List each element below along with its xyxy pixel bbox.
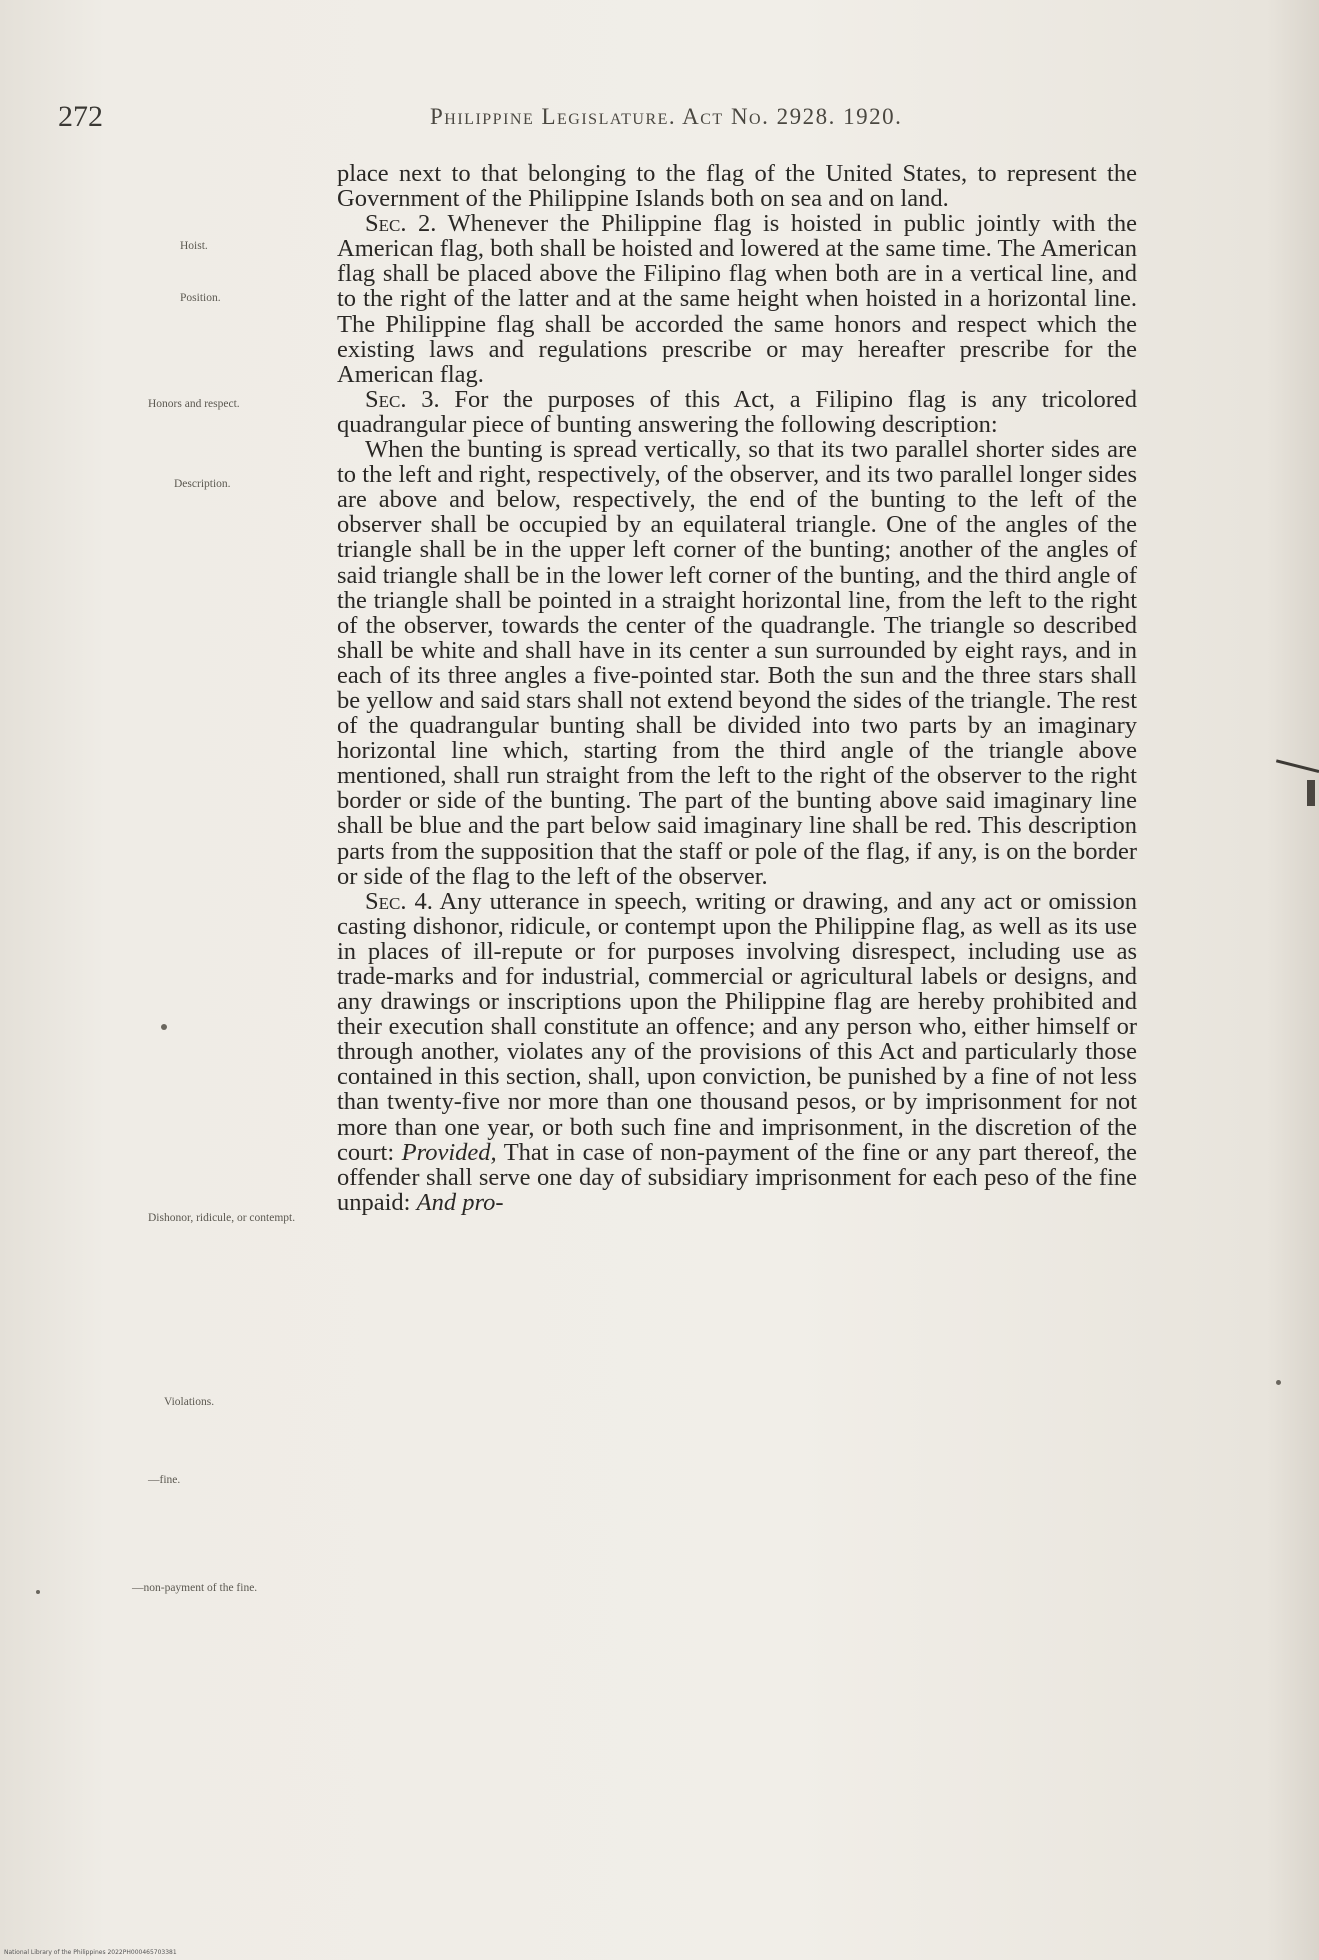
page-number: 272 [58, 100, 103, 133]
section-text-continued: That in case of non-payment of the fine or any part thereof, the offender shall serve one day of subsidiary imprisonment for each peso of the fine unpaid: [337, 1138, 1137, 1216]
margin-mark [1276, 1380, 1281, 1385]
section-label: Sec. 2. [365, 210, 437, 238]
section-3 [337, 387, 1137, 437]
section-2 [337, 211, 1137, 387]
section-label: Sec. 4. [365, 887, 433, 915]
section-label: Sec. 3. [365, 385, 440, 413]
section-4 [337, 889, 1137, 1215]
running-head-title: Philippine Legislature. Act No. 2928. 1920. [430, 104, 903, 129]
page-edge-mark [1307, 780, 1315, 806]
flag-description-paragraph: When the bunting is spread vertically, so that its two parallel shorter sides are to the left and right, respectively, of the observer, and its two parallel longer sides are above and below, respectively, the end of the bunting to the left of the observer shall be occupied by an equilateral triangle. One of the angles of the triangle shall be in the upper left corner of the bunting; another of the angles of said triangle shall be in the lower left corner of the bunting, and the third angle of the triangle shall be pointed in a straight horizontal line, from the left to the right of the observer, towards the center of the quadrangle. The triangle so described shall be white and shall have in its center a sun surrounded by eight rays, and in each of its three angles a five-pointed star. Both the sun and the three stars shall be yellow and said stars shall not extend beyond the sides of the triangle. The rest of the quadrangular bunting shall be divided into two parts by an imaginary horizontal line which, starting from the third angle of the triangle above mentioned, shall run straight from the left to the right of the observer to the right border or side of the bunting. The part of the bunting above said imaginary line shall be blue and the part below said imaginary line shall be red. This description parts from the supposition that the staff or pole of the flag, if any, is on the border or side of the flag to the left of the observer. [337, 436, 1137, 890]
section-text: Whenever the Philippine flag is hoisted in public jointly with the American flag, both shall be hoisted and lowered at the same time. The American flag shall be placed above the Filipino flag when both are in a vertical line, and to the right of the latter and at the same height when hoisted in a horizontal line. The Philippine flag shall be accorded the same honors and respect which the existing laws and regulations prescribe or may hereafter prescribe for the American flag. [337, 210, 1137, 388]
section-text: For the purposes of this Act, a Filipino flag is any tricolored quadrangular piece of bunting answering the following description: [337, 385, 1137, 438]
marginal-note-violations: Violations. [164, 1396, 215, 1408]
archive-stamp: National Library of the Philippines 2022PH000465703381 [4, 1949, 177, 1956]
section-text: Any utterance in speech, writing or drawing, and any act or omission casting dishonor, ridicule, or contempt upon the Philippine flag, as well as its use in places of ill-repute or for purposes involving disrespect, including use as trade-marks and for industrial, commercial or agricultural labels or designs, and any drawings or inscriptions upon the Philippine flag are hereby prohibited and their execution shall constitute an offence; and any person who, either himself or through another, violates any of the provisions of this Act and particularly those contained in this section, shall, upon conviction, be punished by a fine of not less than twenty-five nor more than one thousand pesos, or by imprisonment for not more than one year, or both such fine and imprisonment, in the discretion of the court: [337, 887, 1137, 1166]
continued-paragraph: place next to that belonging to the flag of the United States, to represent the Government of the Philippine Islands both on sea and on land. [337, 160, 1137, 213]
statute-body [337, 161, 1137, 1215]
and-provided-italic: And pro- [416, 1188, 504, 1216]
running-head [58, 100, 1118, 140]
marginal-note-fine: —fine. [148, 1474, 181, 1486]
marginal-note-hoist: Hoist. [180, 240, 208, 252]
page-edge-mark [1276, 759, 1319, 773]
marginal-note-position: Position. [180, 292, 221, 304]
marginal-note-nonpayment: —non-payment of the fine. [132, 1582, 258, 1594]
marginal-note-dishonor: Dishonor, ridicule, or contempt. [148, 1212, 296, 1224]
margin-mark [36, 1590, 40, 1594]
provided-italic: Provided, [401, 1138, 497, 1166]
marginal-note-honors: Honors and respect. [148, 398, 240, 410]
margin-mark [161, 1024, 167, 1030]
marginal-note-description: Description. [174, 478, 231, 490]
